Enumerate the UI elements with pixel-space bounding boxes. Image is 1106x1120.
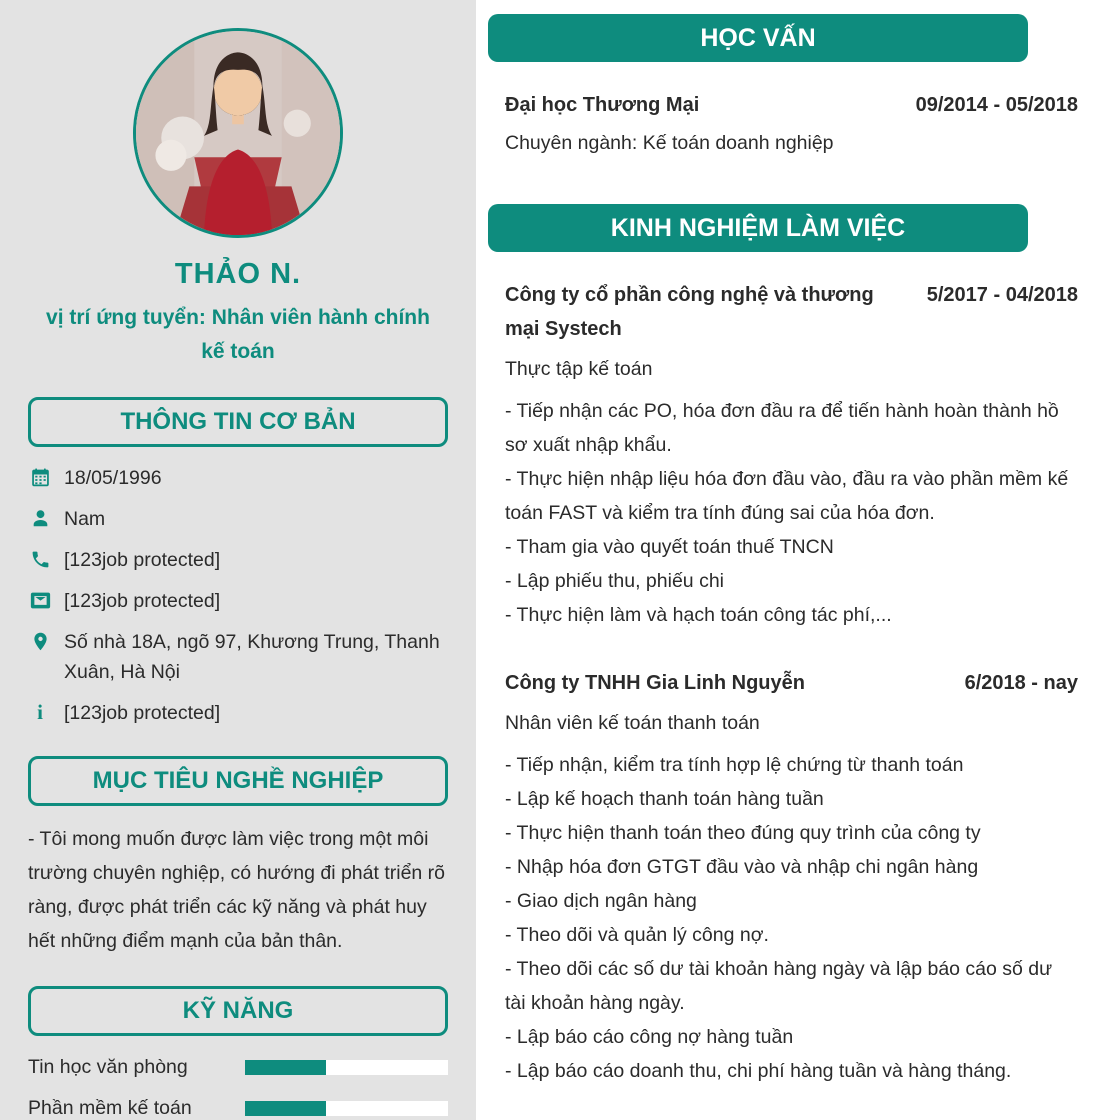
email-icon — [28, 586, 52, 611]
info-item-gender — [28, 504, 448, 534]
section-skills-title: KỸ NĂNG — [182, 997, 294, 1024]
info-icon: i — [37, 700, 43, 724]
profile-photo — [133, 28, 343, 238]
job-bullet: - Lập báo cáo công nợ hàng tuần — [505, 1026, 794, 1048]
section-basic-info-title: THÔNG TIN CƠ BẢN — [120, 408, 356, 435]
calendar-icon — [28, 463, 52, 488]
job-bullet: - Thực hiện thanh toán theo đúng quy trình của công ty — [505, 822, 981, 844]
skill-label: Tin học văn phòng — [28, 1056, 188, 1078]
job-bullet: - Theo dõi và quản lý công nợ. — [505, 924, 769, 946]
location-icon — [28, 627, 52, 652]
skill-bar-fill — [245, 1101, 326, 1116]
school-name: Đại học Thương Mại — [505, 94, 700, 116]
extra-value: [123job protected] — [64, 702, 221, 724]
skill-row — [28, 1097, 448, 1120]
job-bullet: - Lập kế hoạch thanh toán hàng tuần — [505, 788, 824, 810]
job-bullets — [505, 748, 1078, 1088]
experience-entry — [505, 278, 1078, 632]
experience-entry — [505, 666, 1078, 1088]
job-bullet: - Thực hiện nhập liệu hóa đơn đầu vào, đầu ra vào phần mềm kế toán FAST và kiểm tra tính đúng sai của hóa đơn. — [505, 468, 1069, 524]
email-value: [123job protected] — [64, 590, 221, 612]
skill-label: Phần mềm kế toán — [28, 1097, 192, 1119]
education-entry — [505, 88, 1078, 122]
job-bullet: - Tham gia vào quyết toán thuế TNCN — [505, 536, 834, 558]
section-objective-header — [28, 756, 448, 806]
skill-row — [28, 1056, 448, 1079]
profile-photo-illustration — [136, 31, 340, 235]
job-bullet: - Tiếp nhận, kiểm tra tính hợp lệ chứng từ thanh toán — [505, 754, 964, 776]
info-item-phone — [28, 545, 448, 575]
sidebar — [0, 0, 476, 1120]
section-skills-header — [28, 986, 448, 1036]
basic-info-list — [28, 463, 448, 728]
candidate-name: THẢO N. — [174, 258, 302, 290]
gender-value: Nam — [64, 508, 106, 530]
section-experience-header — [488, 204, 1028, 252]
job-head — [505, 278, 1078, 346]
applied-position: vị trí ứng tuyển: Nhân viên hành chính kế toán — [46, 306, 430, 363]
job-bullet: - Theo dõi các số dư tài khoản hàng ngày và lập báo cáo số dư tài khoản hàng ngày. — [505, 958, 1053, 1014]
job-role: Nhân viên kế toán thanh toán — [505, 712, 760, 734]
job-bullet: - Giao dịch ngân hàng — [505, 890, 697, 912]
info-item-address — [28, 627, 448, 687]
job-bullets — [505, 394, 1078, 632]
skill-bar-fill — [245, 1060, 326, 1075]
objective-text: - Tôi mong muốn được làm việc trong một môi trường chuyên nghiệp, có hướng đi phát triển rõ ràng, được phát triển các kỹ năng và phát huy hết những điểm mạnh của bản thân. — [28, 828, 446, 952]
address-value: Số nhà 18A, ngõ 97, Khương Trung, Thanh Xuân, Hà Nội — [64, 631, 440, 683]
section-experience-title: KINH NGHIỆM LÀM VIỆC — [610, 213, 906, 242]
company-name: Công ty cổ phần công nghệ và thương mại Systech — [505, 284, 874, 340]
job-head — [505, 666, 1078, 700]
job-bullet: - Tiếp nhận các PO, hóa đơn đầu ra để tiến hành hoàn thành hồ sơ xuất nhập khẩu. — [505, 400, 1059, 456]
experience-body — [505, 278, 1078, 1088]
section-education-title: HỌC VẤN — [700, 23, 816, 52]
job-bullet: - Lập báo cáo doanh thu, chi phí hàng tuần và hàng tháng. — [505, 1060, 1012, 1082]
user-icon — [28, 504, 52, 529]
job-bullet: - Nhập hóa đơn GTGT đầu vào và nhập chi ngân hàng — [505, 856, 979, 878]
info-item-extra — [28, 698, 448, 728]
section-education-header — [488, 14, 1028, 62]
job-role: Thực tập kế toán — [505, 358, 653, 380]
phone-icon — [28, 545, 52, 570]
job-period: 5/2017 - 04/2018 — [926, 284, 1078, 306]
skills-list — [28, 1056, 448, 1120]
job-period: 6/2018 - nay — [964, 672, 1078, 694]
skill-bar — [245, 1101, 448, 1116]
education-period: 09/2014 - 05/2018 — [915, 94, 1078, 116]
company-name: Công ty TNHH Gia Linh Nguyễn — [505, 672, 805, 694]
main-column — [476, 0, 1106, 1120]
job-bullet: - Thực hiện làm và hạch toán công tác phí,... — [505, 604, 892, 626]
job-bullet: - Lập phiếu thu, phiếu chi — [505, 570, 724, 592]
info-item-email — [28, 586, 448, 616]
education-body — [505, 88, 1078, 160]
phone-value: [123job protected] — [64, 549, 221, 571]
education-detail: Chuyên ngành: Kế toán doanh nghiệp — [505, 132, 834, 154]
section-basic-info-header — [28, 397, 448, 447]
birthday-value: 18/05/1996 — [64, 467, 162, 489]
info-item-birthday — [28, 463, 448, 493]
section-objective-title: MỤC TIÊU NGHỀ NGHIỆP — [92, 767, 384, 794]
skill-bar — [245, 1060, 448, 1075]
